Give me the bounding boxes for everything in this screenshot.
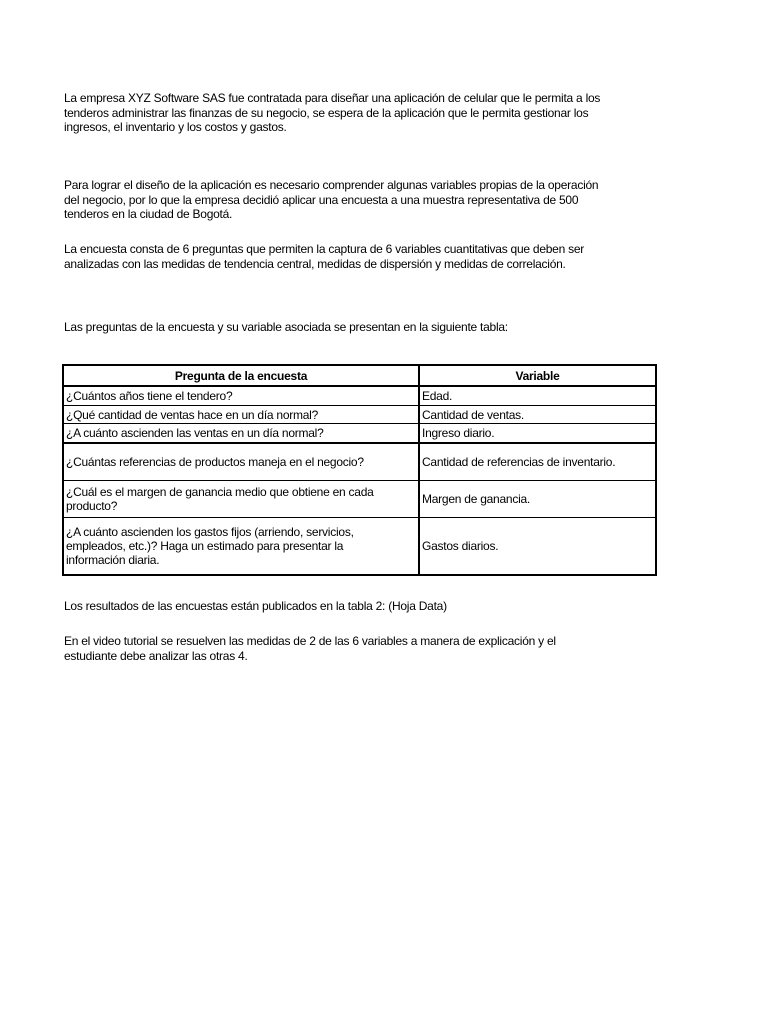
table-row — [63, 443, 656, 481]
variable-cell: Ingreso diario. — [419, 424, 656, 444]
table-row — [63, 424, 656, 444]
table-header-row — [63, 365, 656, 386]
header-variable: Variable — [419, 365, 656, 386]
variable-cell: Margen de ganancia. — [419, 481, 656, 518]
question-cell: ¿Cuál es el margen de ganancia medio que obtiene en cada producto? — [63, 481, 419, 518]
header-question: Pregunta de la encuesta — [63, 365, 419, 386]
table-row — [63, 481, 656, 518]
question-cell: ¿A cuánto ascienden los gastos fijos (arriendo, servicios, empleados, etc.)? Haga un estimado para presentar la información diaria. — [63, 518, 419, 576]
variable-cell: Cantidad de referencias de inventario. — [419, 443, 656, 481]
question-cell: ¿Cuántas referencias de productos maneja en el negocio? — [63, 443, 419, 481]
table-row — [63, 518, 656, 576]
intro-paragraph: La empresa XYZ Software SAS fue contratada para diseñar una aplicación de celular que le permita a los tenderos administrar las finanzas de su negocio, se espera de la aplicación que le permita gestionar los ingresos, el inventario y los costos y gastos. — [64, 91, 601, 134]
table-intro-paragraph: Las preguntas de la encuesta y su variable asociada se presentan en la siguiente tabla: — [64, 320, 508, 334]
question-cell: ¿Cuántos años tiene el tendero? — [63, 386, 419, 406]
table-row — [63, 406, 656, 424]
video-tutorial-paragraph: En el video tutorial se resuelven las medidas de 2 de las 6 variables a manera de explicación y el estudiante debe analizar las otras 4. — [64, 634, 556, 663]
survey-table — [62, 364, 657, 576]
variable-cell: Cantidad de ventas. — [419, 406, 656, 424]
table-row — [63, 386, 656, 406]
variable-cell: Gastos diarios. — [419, 518, 656, 576]
variable-cell: Edad. — [419, 386, 656, 406]
question-cell: ¿Qué cantidad de ventas hace en un día normal? — [63, 406, 419, 424]
question-cell: ¿A cuánto ascienden las ventas en un día normal? — [63, 424, 419, 444]
results-paragraph: Los resultados de las encuestas están publicados en la tabla 2: (Hoja Data) — [64, 599, 447, 613]
design-paragraph: Para lograr el diseño de la aplicación es necesario comprender algunas variables propias de la operación del negocio, por lo que la empresa decidió aplicar una encuesta a una muestra representativa de 500 tenderos en la ciudad de Bogotá. — [64, 178, 599, 221]
survey-paragraph: La encuesta consta de 6 preguntas que permiten la captura de 6 variables cuantitativas que deben ser analizadas con las medidas de tendencia central, medidas de dispersión y medidas de correlación. — [64, 242, 585, 271]
